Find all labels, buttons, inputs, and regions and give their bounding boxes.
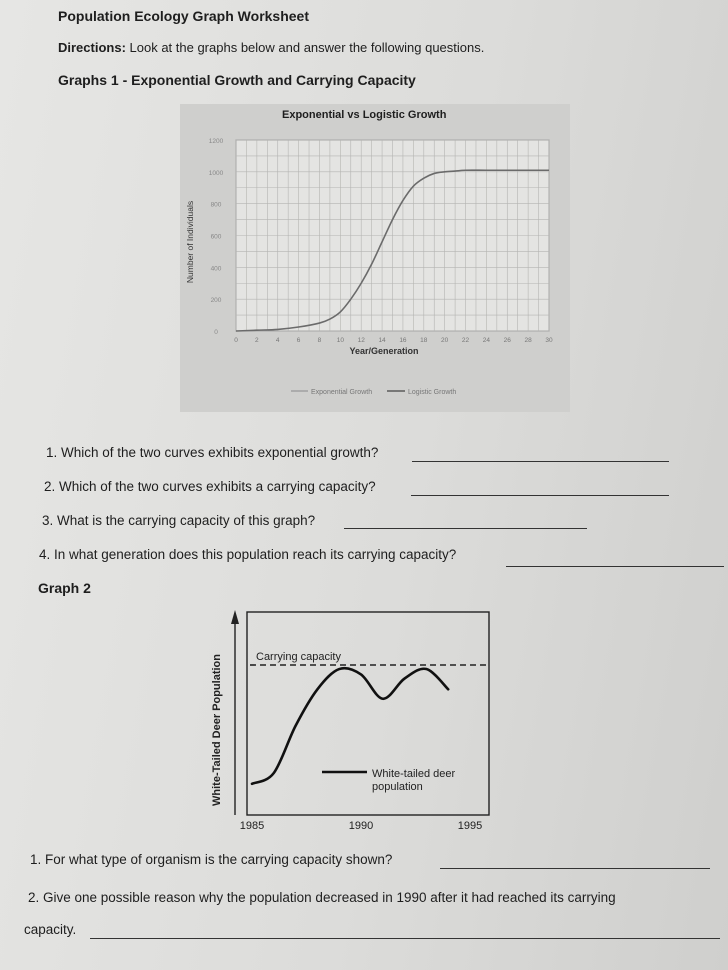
graph1-y-tick-label: 1000 <box>208 169 224 177</box>
graph2-y-axis-label: White-Tailed Deer Population <box>211 654 223 806</box>
graph2-x-tick-label: 1990 <box>348 820 374 832</box>
graph1-x-tick-label: 16 <box>399 337 407 344</box>
directions-label: Directions: <box>58 40 126 55</box>
graph1-x-axis-label: Year/Generation <box>349 346 419 356</box>
question-1-3: 3. What is the carrying capacity of this graph? <box>42 513 316 528</box>
graph1-x-tick-label: 30 <box>545 337 553 344</box>
graph1-y-tick-label: 200 <box>210 297 222 305</box>
graph1-x-tick-label: 2 <box>255 337 259 344</box>
graph1-chart <box>180 104 570 412</box>
legend-exponential-growth: Exponential Growth <box>311 389 373 396</box>
question-2-1: 1. For what type of organism is the carrying capacity shown? <box>30 852 393 867</box>
graph2-heading: Graph 2 <box>38 580 91 596</box>
graph1-x-tick-label: 22 <box>461 337 470 344</box>
answer-line-1-2[interactable] <box>411 495 669 496</box>
graph1-x-tick-label: 20 <box>441 337 449 344</box>
carrying-capacity-label: Carrying capacity <box>256 651 341 663</box>
graph1-y-tick-label: 1200 <box>208 138 224 145</box>
directions <box>58 40 484 55</box>
legend-deer-label-1: White-tailed deer <box>372 768 456 780</box>
graph1-legend <box>291 389 456 396</box>
graph1-x-tick-label: 14 <box>378 337 386 344</box>
answer-line-2-1[interactable] <box>440 868 710 869</box>
graph1-x-tick-label: 4 <box>275 337 280 344</box>
graph1-x-tick-label: 6 <box>296 337 301 344</box>
graph1-y-tick-label: 0 <box>214 329 218 336</box>
question-1-2: 2. Which of the two curves exhibits a carrying capacity? <box>44 479 376 494</box>
answer-line-1-3[interactable] <box>344 528 587 529</box>
graph1-chart-title: Exponential vs Logistic Growth <box>282 109 447 121</box>
legend-deer-label-2: population <box>372 781 423 793</box>
graph1-x-tick-label: 12 <box>357 337 365 344</box>
question-2-2-cont: capacity. <box>24 922 77 937</box>
graph2-chart <box>200 605 510 835</box>
question-1-1: 1. Which of the two curves exhibits exponential growth? <box>46 445 379 460</box>
graph1-x-tick-label: 0 <box>234 337 238 344</box>
graph2-x-tick-label: 1985 <box>239 820 265 832</box>
graph1-y-tick-label: 800 <box>210 201 222 209</box>
graph1-x-tick-label: 8 <box>317 337 322 344</box>
graph1-x-tick-label: 28 <box>524 337 532 344</box>
question-1-4: 4. In what generation does this population reach its carrying capacity? <box>39 547 457 562</box>
answer-line-1-4[interactable] <box>506 566 724 567</box>
question-2-2: 2. Give one possible reason why the population decreased in 1990 after it had reached its carrying <box>28 890 616 905</box>
graph2-frame <box>247 612 489 815</box>
graph2-x-tick-label: 1995 <box>457 820 483 832</box>
legend-logistic-growth: Logistic Growth <box>408 389 457 396</box>
graph1-x-tick-label: 26 <box>503 337 511 344</box>
graph1-x-tick-label: 18 <box>420 337 428 344</box>
directions-text: Look at the graphs below and answer the following questions. <box>125 40 485 55</box>
deer-population-line <box>252 668 448 784</box>
graph1-x-tick-label: 24 <box>482 337 491 344</box>
graph1-y-tick-label: 400 <box>210 265 222 273</box>
worksheet-title: Population Ecology Graph Worksheet <box>58 8 309 24</box>
answer-line-1-1[interactable] <box>412 461 669 462</box>
graph1-heading: Graphs 1 - Exponential Growth and Carrying Capacity <box>58 72 416 88</box>
graph1-y-tick-label: 600 <box>210 233 222 241</box>
answer-line-2-2[interactable] <box>90 938 720 939</box>
graph1-y-axis-label: Number of Individuals <box>185 200 195 284</box>
graph1-x-tick-label: 10 <box>336 337 344 344</box>
